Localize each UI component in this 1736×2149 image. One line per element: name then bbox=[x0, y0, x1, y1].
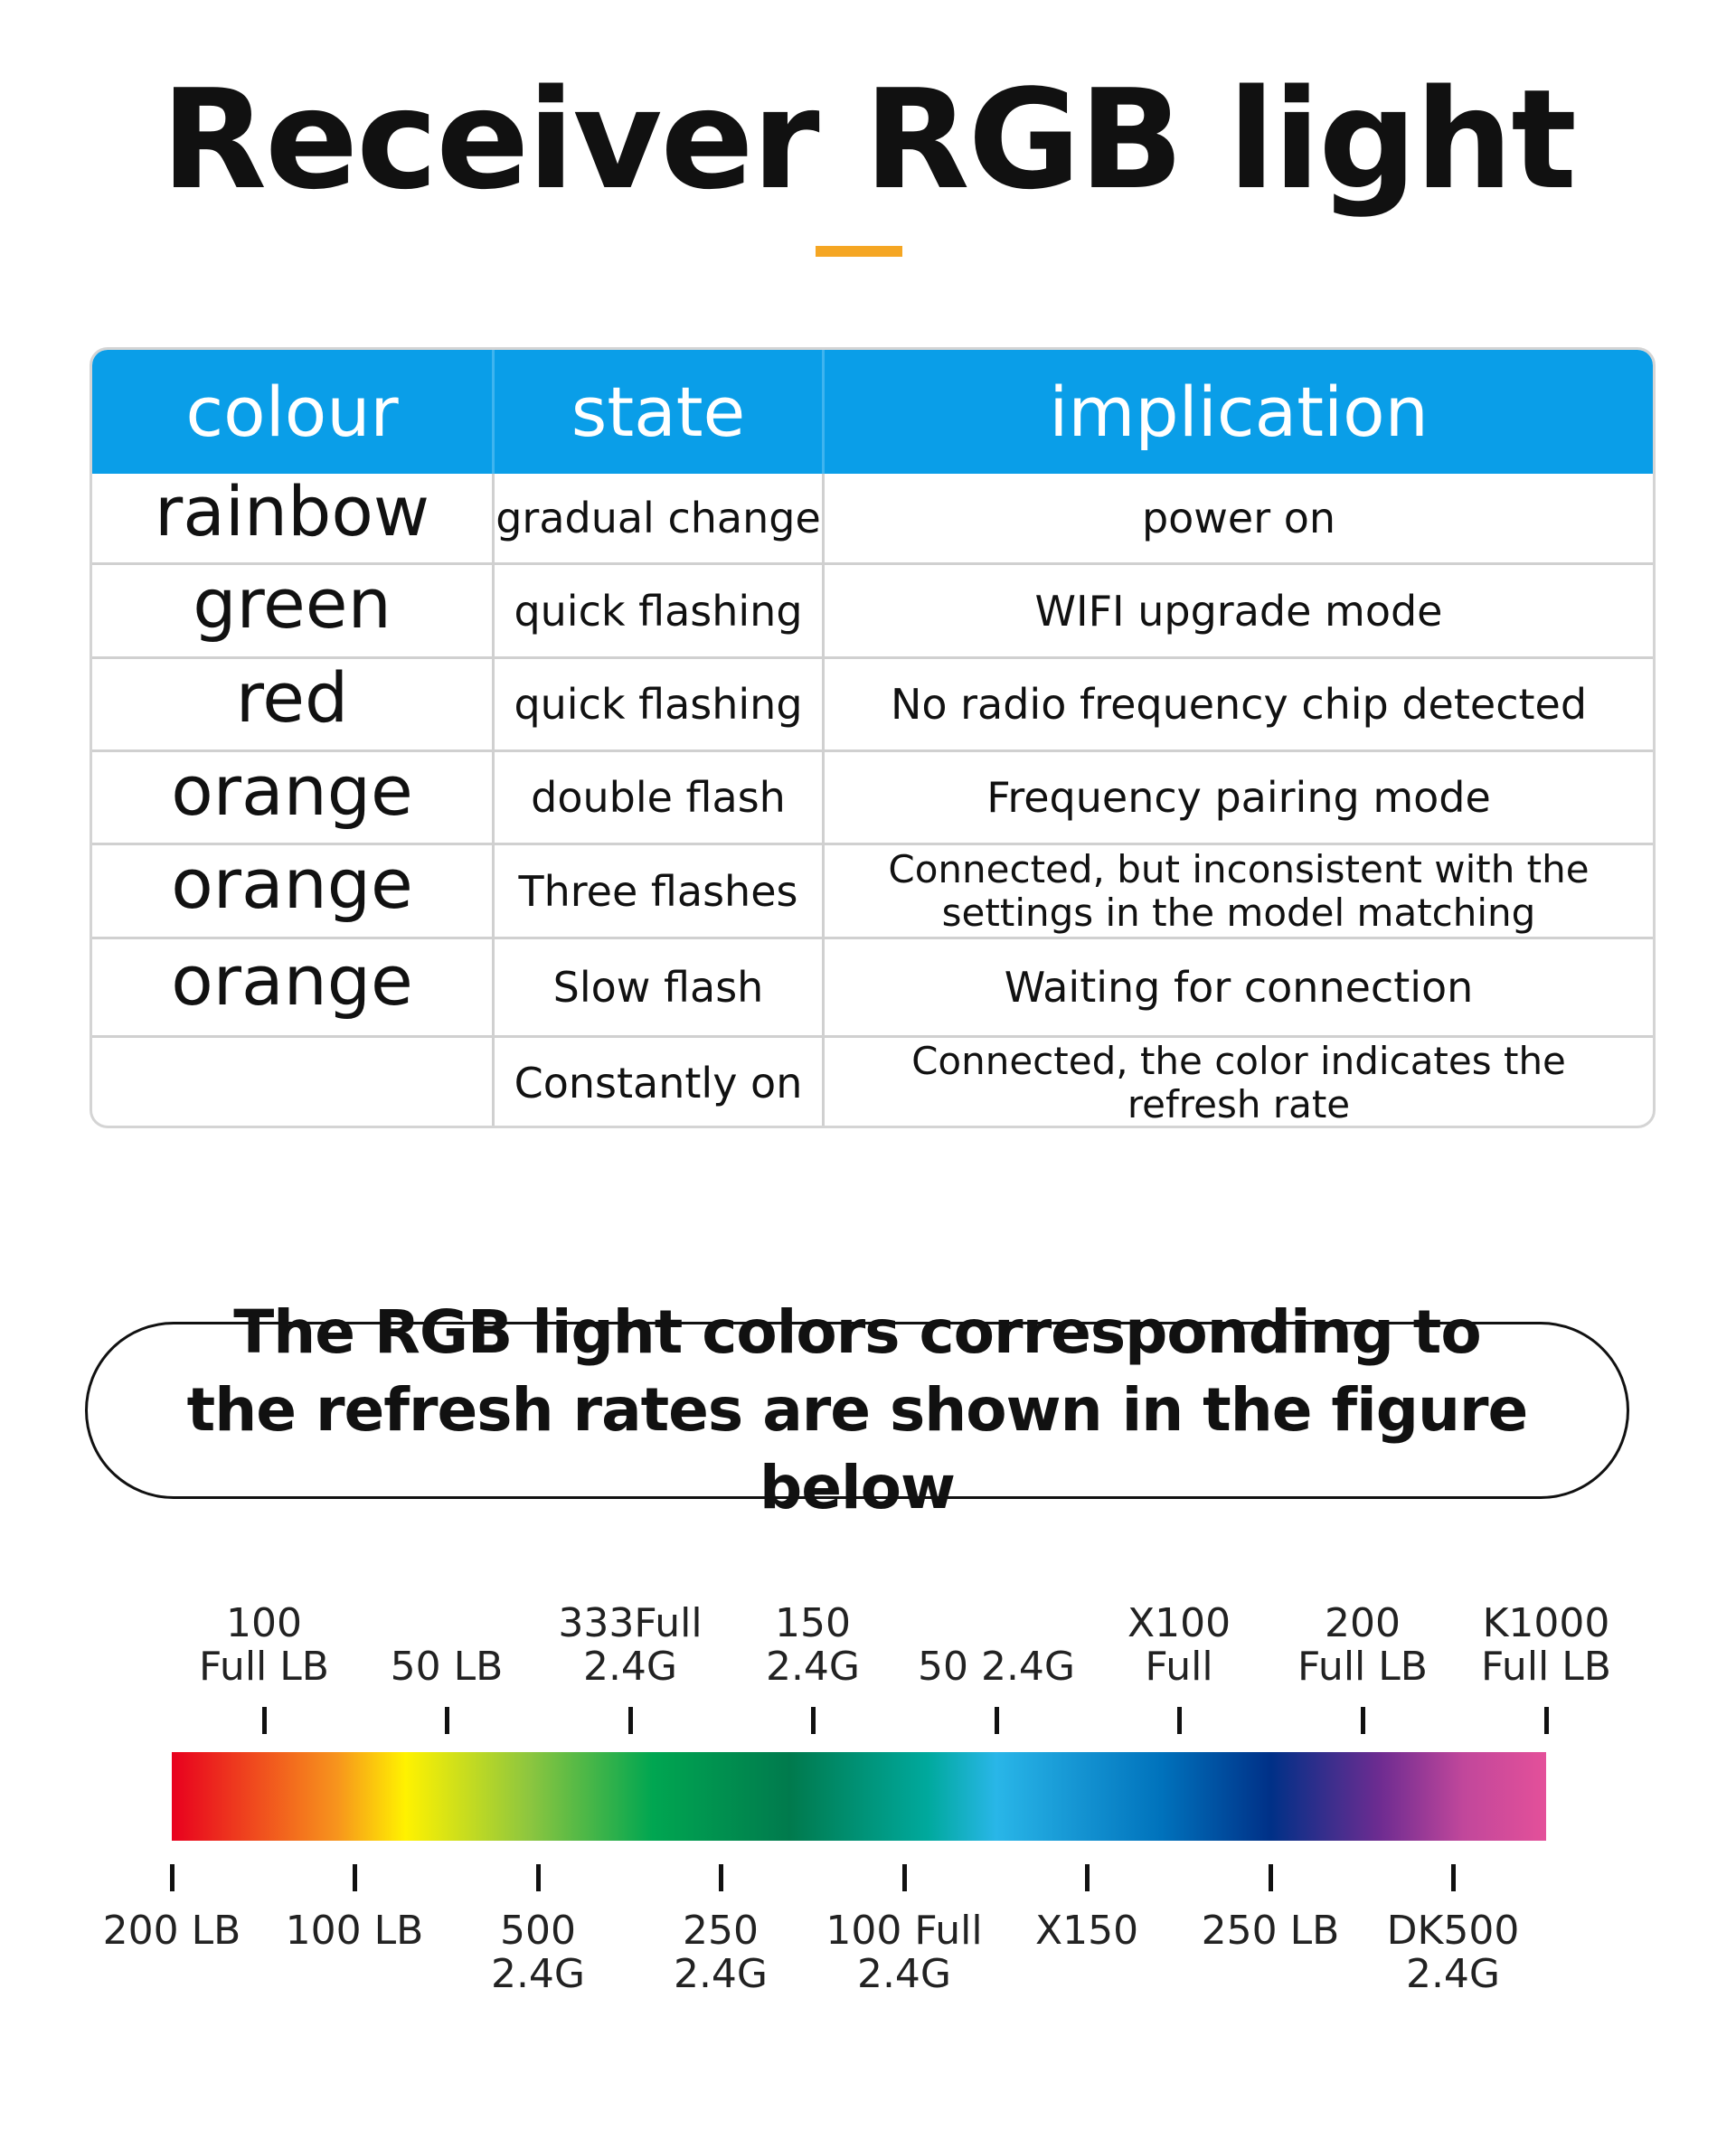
spectrum-bottom-label: 200 LB bbox=[102, 1908, 241, 1954]
spectrum-bottom-tick bbox=[353, 1864, 357, 1891]
spectrum-bottom-tick bbox=[902, 1864, 907, 1891]
note-text: The RGB light colors corresponding to the refresh rates are shown in the figure below bbox=[186, 1297, 1528, 1522]
spectrum-bottom-label: 500 2.4G bbox=[490, 1908, 586, 1997]
spectrum-top-label: K1000 Full LB bbox=[1481, 1600, 1611, 1690]
spectrum-bottom-tick bbox=[536, 1864, 541, 1891]
spectrum-top-label: 200 Full LB bbox=[1297, 1600, 1428, 1690]
header-state: state bbox=[571, 372, 746, 452]
spectrum-bottom-label: DK500 2.4G bbox=[1386, 1908, 1520, 1997]
spectrum-top-tick bbox=[262, 1707, 267, 1734]
spectrum-top-tick bbox=[995, 1707, 999, 1734]
spectrum-bottom-label: 100 LB bbox=[285, 1908, 424, 1954]
spectrum-top-label: 100 Full LB bbox=[199, 1600, 329, 1690]
cell-state: Three flashes bbox=[518, 866, 798, 916]
header-divider bbox=[822, 350, 825, 474]
cell-colour: red bbox=[235, 656, 349, 738]
spectrum-top-tick bbox=[1544, 1707, 1549, 1734]
table-row bbox=[92, 656, 1653, 749]
table-row bbox=[92, 937, 1653, 1035]
column-divider bbox=[822, 474, 825, 1128]
table-row bbox=[92, 749, 1653, 843]
header-implication: implication bbox=[1049, 372, 1429, 452]
cell-colour bbox=[92, 1038, 492, 1128]
column-divider bbox=[492, 474, 495, 1128]
cell-implication: Connected, but inconsistent with the settings in the model matching bbox=[888, 846, 1590, 935]
spectrum-top-tick bbox=[445, 1707, 449, 1734]
spectrum-bottom-tick bbox=[170, 1864, 175, 1891]
spectrum-top-label: X100 Full bbox=[1127, 1600, 1231, 1690]
spectrum-bottom-label: X150 bbox=[1034, 1908, 1139, 1954]
spectrum-bottom-label: 250 2.4G bbox=[673, 1908, 769, 1997]
cell-implication: WIFI upgrade mode bbox=[1034, 586, 1443, 636]
cell-state: double flash bbox=[531, 773, 786, 822]
cell-colour: green bbox=[193, 563, 392, 644]
page-title: Receiver RGB light bbox=[161, 60, 1575, 220]
cell-colour: orange bbox=[171, 939, 413, 1021]
table-row bbox=[92, 1035, 1653, 1128]
cell-colour: orange bbox=[171, 749, 413, 831]
header-divider bbox=[492, 350, 495, 474]
spectrum-top-tick bbox=[1177, 1707, 1182, 1734]
color-spectrum-bar bbox=[172, 1752, 1546, 1841]
table-row bbox=[92, 470, 1653, 562]
cell-implication: Connected, the color indicates the refresh rate bbox=[911, 1039, 1566, 1126]
spectrum-bottom-tick bbox=[1451, 1864, 1456, 1891]
cell-implication: Waiting for connection bbox=[1004, 963, 1474, 1012]
cell-state: Constantly on bbox=[514, 1059, 803, 1107]
spectrum-top-label: 50 2.4G bbox=[917, 1644, 1076, 1690]
table-row bbox=[92, 843, 1653, 937]
status-table bbox=[90, 347, 1656, 1128]
spectrum-bottom-tick bbox=[719, 1864, 723, 1891]
spectrum-bottom-label: 250 LB bbox=[1201, 1908, 1340, 1954]
table-header bbox=[92, 350, 1653, 474]
spectrum-top-label: 333Full 2.4G bbox=[558, 1600, 703, 1690]
cell-state: Slow flash bbox=[552, 963, 764, 1012]
spectrum-bottom-label: 100 Full 2.4G bbox=[826, 1908, 983, 1997]
cell-implication: No radio frequency chip detected bbox=[890, 680, 1588, 729]
spectrum-top-tick bbox=[811, 1707, 816, 1734]
cell-colour: orange bbox=[171, 844, 413, 924]
spectrum-top-label: 150 2.4G bbox=[765, 1600, 861, 1690]
header-colour: colour bbox=[185, 372, 399, 452]
table-row bbox=[92, 562, 1653, 656]
spectrum-bottom-tick bbox=[1085, 1864, 1090, 1891]
cell-state: gradual change bbox=[495, 494, 821, 542]
cell-implication: power on bbox=[1141, 494, 1336, 542]
spectrum-top-tick bbox=[628, 1707, 633, 1734]
refresh-rate-note bbox=[85, 1297, 1629, 1522]
cell-implication: Frequency pairing mode bbox=[986, 773, 1491, 822]
cell-state: quick flashing bbox=[514, 680, 803, 729]
cell-colour: rainbow bbox=[155, 470, 429, 551]
title-accent-bar bbox=[816, 246, 902, 257]
cell-state: quick flashing bbox=[514, 586, 803, 636]
spectrum-top-tick bbox=[1361, 1707, 1365, 1734]
spectrum-bottom-tick bbox=[1269, 1864, 1273, 1891]
spectrum-top-label: 50 LB bbox=[390, 1644, 504, 1690]
